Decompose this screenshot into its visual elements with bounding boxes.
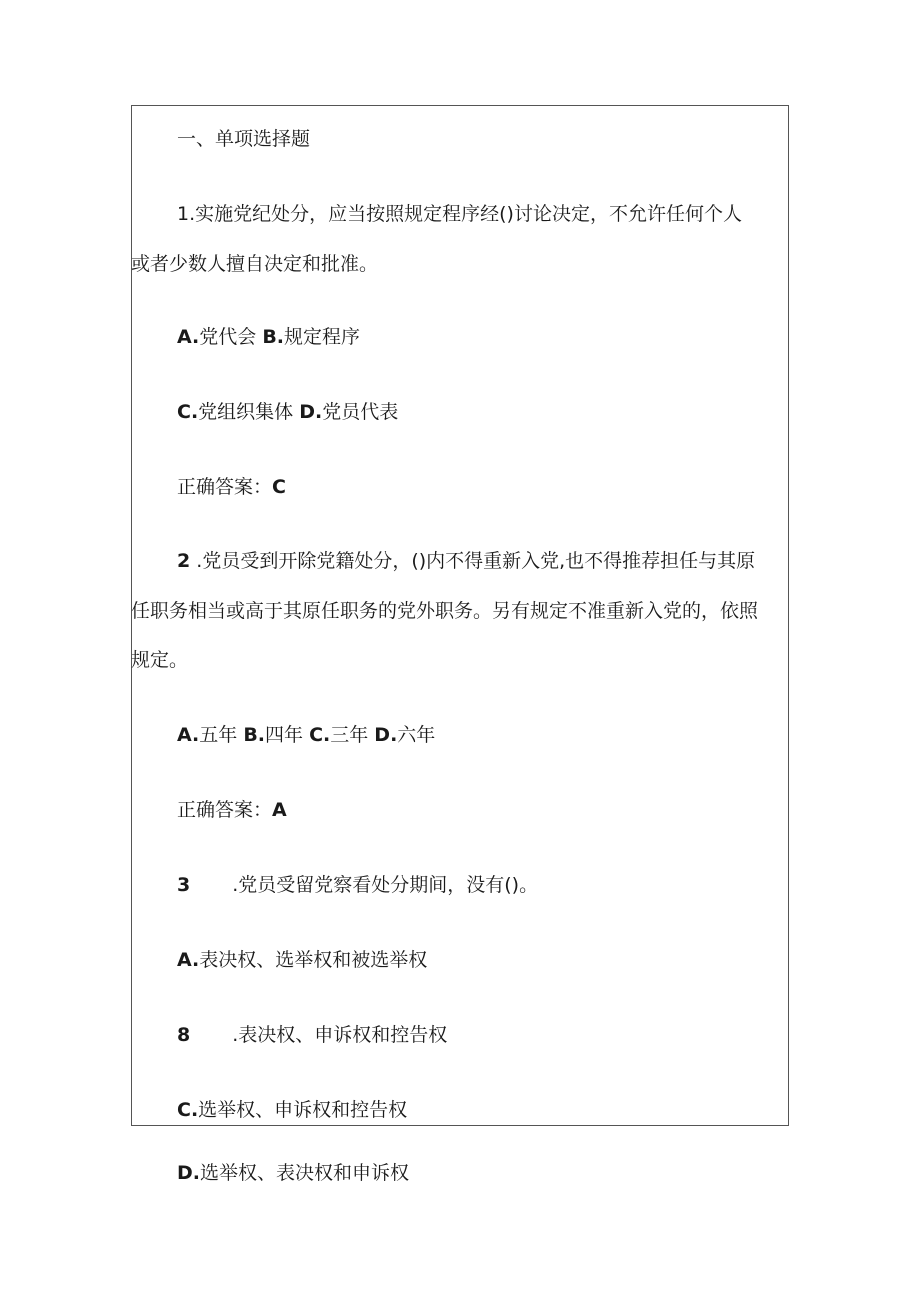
- q2-option-c-letter: C.: [309, 724, 331, 746]
- q2-option-d-letter: D.: [374, 724, 398, 746]
- q1-option-c-text: 党组织集体: [198, 401, 300, 423]
- q3-option-c-letter: C.: [177, 1099, 199, 1121]
- q2-option-a-text: 五年: [199, 724, 244, 746]
- q2-option-a-letter: A.: [177, 724, 200, 746]
- q1-option-c-letter: C.: [177, 401, 199, 423]
- q1-option-a-letter: A.: [177, 326, 200, 348]
- q1-option-d-text: 党员代表: [322, 401, 399, 423]
- q2-text-line3: 规定。: [131, 649, 189, 671]
- q3-option-a-text: 表决权、选举权和被选举权: [199, 949, 428, 971]
- q1-answer: [177, 475, 286, 499]
- q3-option-a: [177, 948, 427, 972]
- q3-option-d: [177, 1161, 409, 1185]
- q2-answer-value: A: [272, 799, 287, 821]
- q1-options-ab: [177, 325, 360, 349]
- q2-answer: [177, 798, 287, 822]
- q3-option-c: [177, 1098, 407, 1122]
- q3-text: [177, 873, 538, 897]
- q1-option-b-letter: B.: [262, 326, 285, 348]
- q2-options: [177, 723, 435, 747]
- q2-text-line1: [177, 549, 755, 573]
- q2-option-c-text: 三年: [330, 724, 375, 746]
- q2-option-d-text: 六年: [397, 724, 436, 746]
- q3-option-b-text: .表决权、申诉权和控告权: [232, 1024, 448, 1046]
- q2-number: 2: [177, 550, 191, 572]
- q2-option-b-text: 四年: [265, 724, 310, 746]
- section-title: 一、单项选择题: [177, 128, 311, 150]
- q1-answer-label: 正确答案：: [177, 476, 273, 498]
- q1-option-a-text: 党代会: [199, 326, 263, 348]
- q2-line1-text: .党员受到开除党籍处分，()内不得重新入党,也不得推荐担任与其原: [190, 550, 756, 572]
- q1-text-line2: 或者少数人擅自决定和批准。: [131, 253, 379, 275]
- q3-option-d-text: 选举权、表决权和申诉权: [200, 1162, 410, 1184]
- q3-option-b-number: 8: [177, 1024, 191, 1046]
- q2-option-b-letter: B.: [243, 724, 266, 746]
- q3-number: 3: [177, 874, 191, 896]
- q1-text-line1: 1.实施党纪处分，应当按照规定程序经()讨论决定，不允许任何个人: [177, 203, 742, 225]
- q3-option-d-letter: D.: [177, 1162, 200, 1184]
- q3-option-b: [177, 1023, 447, 1047]
- q1-options-cd: [177, 400, 398, 424]
- q1-option-d-letter: D.: [299, 401, 323, 423]
- q3-option-a-letter: A.: [177, 949, 200, 971]
- q2-text-line2: 任职务相当或高于其原任职务的党外职务。另有规定不准重新入党的，依照: [131, 600, 759, 622]
- q2-answer-label: 正确答案：: [177, 799, 273, 821]
- q1-answer-value: C: [272, 476, 286, 498]
- q3-option-c-text: 选举权、申诉权和控告权: [198, 1099, 408, 1121]
- q1-option-b-text: 规定程序: [284, 326, 361, 348]
- q3-question-text: .党员受留党察看处分期间，没有()。: [232, 874, 539, 896]
